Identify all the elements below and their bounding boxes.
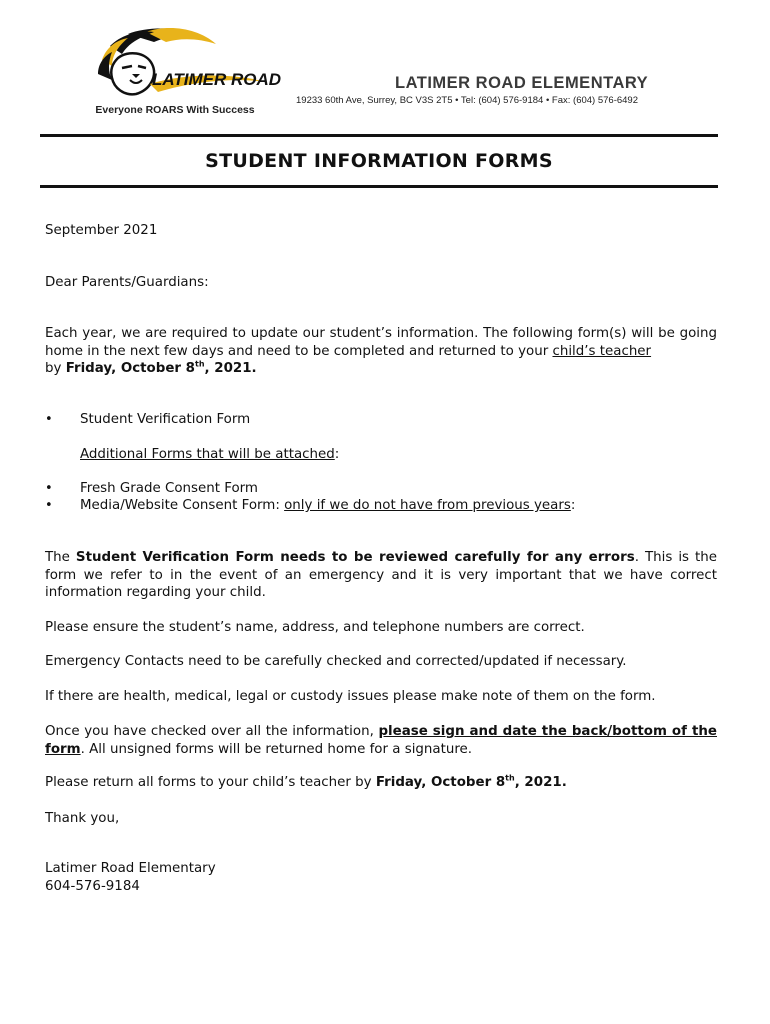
return-paragraph: Please return all forms to your child’s teacher by Friday, October 8th, 2021. bbox=[45, 773, 567, 790]
document-title: STUDENT INFORMATION FORMS bbox=[205, 150, 553, 172]
salutation: Dear Parents/Guardians: bbox=[45, 275, 209, 290]
intro-deadline: Friday, October 8th, 2021. bbox=[65, 359, 257, 376]
school-address: 19233 60th Ave, Surrey, BC V3S 2T5 • Tel: (604) 576-9184 • Fax: (604) 576-6492 bbox=[296, 95, 638, 106]
childs-teacher-text: child’s teacher bbox=[552, 343, 652, 359]
sign-emphasis: please sign and date the back/bottom of the form bbox=[45, 724, 717, 757]
ensure-paragraph: Please ensure the student’s name, address, and telephone numbers are correct. bbox=[45, 620, 585, 635]
logo-wordmark: LATIMER ROAD bbox=[152, 70, 282, 89]
verification-emphasis: Student Verification Form needs to be reviewed carefully for any errors bbox=[75, 550, 635, 565]
bullet-icon: • bbox=[45, 498, 53, 513]
title-rule-top bbox=[40, 134, 718, 137]
intro-text: Each year, we are required to update our student’s information. The following form(s) will be going home in the next few days and need to be completed and returned to your bbox=[45, 326, 717, 359]
lion-head-icon bbox=[88, 24, 278, 110]
additional-form-note: only if we do not have from previous years bbox=[284, 498, 571, 513]
intro-by: by bbox=[45, 361, 66, 376]
intro-paragraph bbox=[45, 325, 717, 378]
logo-tagline: Everyone ROARS With Success bbox=[95, 104, 255, 116]
letterhead bbox=[80, 18, 690, 126]
additional-form-item: Media/Website Consent Form: only if we do not have from previous years: bbox=[80, 498, 576, 513]
signature-phone: 604-576-9184 bbox=[45, 879, 140, 894]
health-paragraph: If there are health, medical, legal or custody issues please make note of them on the form. bbox=[45, 689, 656, 704]
verification-paragraph: The Student Verification Form needs to be reviewed carefully for any errors. This is the form we refer to in the event of an emergency and it is very important that we have correct information regarding your child. bbox=[45, 550, 718, 600]
bullet-icon: • bbox=[45, 412, 53, 427]
title-rule-bottom bbox=[40, 185, 718, 188]
school-name: LATIMER ROAD ELEMENTARY bbox=[395, 74, 649, 92]
bullet-icon: • bbox=[45, 481, 53, 496]
return-deadline: Friday, October 8th, 2021. bbox=[375, 773, 567, 790]
additional-form-item: Fresh Grade Consent Form bbox=[80, 481, 258, 496]
primary-form-item: Student Verification Form bbox=[80, 412, 251, 427]
letter-date: September 2021 bbox=[45, 223, 158, 238]
closing: Thank you, bbox=[45, 811, 120, 826]
signature-name: Latimer Road Elementary bbox=[45, 861, 216, 876]
additional-forms-heading: Additional Forms that will be attached: bbox=[80, 447, 340, 462]
emergency-paragraph: Emergency Contacts need to be carefully checked and corrected/updated if necessary. bbox=[45, 654, 627, 669]
sign-paragraph: Once you have checked over all the information, please sign and date the back/bottom of the form. All unsigned forms will be returned home for a signature. bbox=[45, 724, 717, 757]
